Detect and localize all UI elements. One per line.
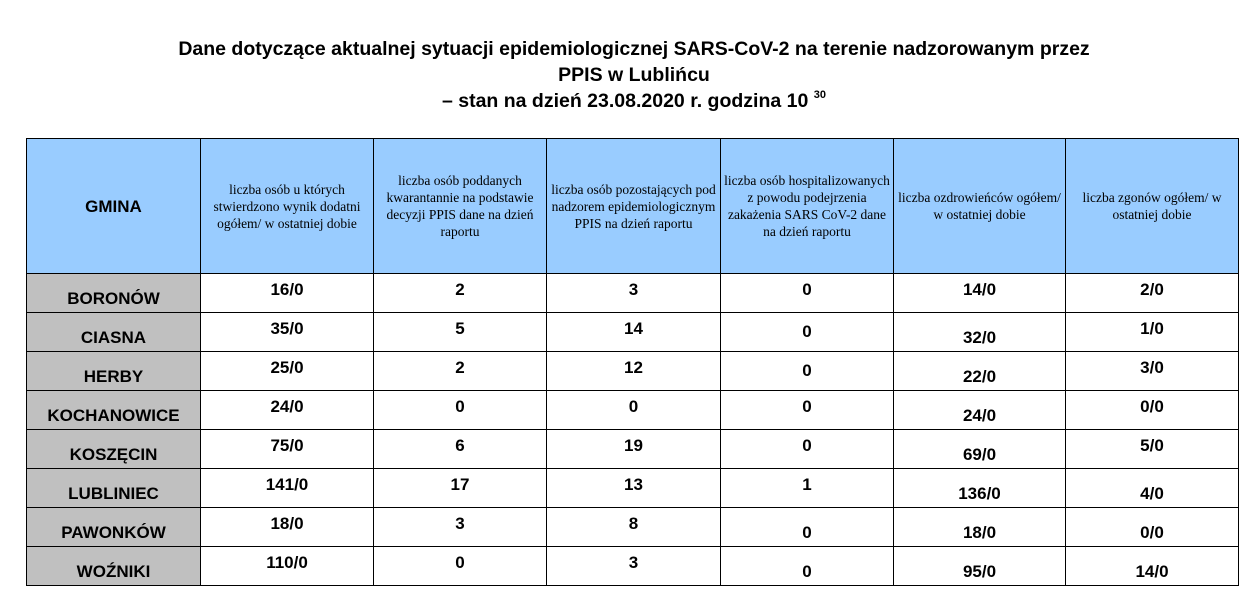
quarantine-cell: 2: [374, 274, 547, 313]
quarantine-cell: 0: [374, 391, 547, 430]
recovered-cell: 136/0: [894, 469, 1066, 508]
deaths-cell: 0/0: [1066, 508, 1239, 547]
quarantine-cell: 0: [374, 547, 547, 586]
deaths-cell: 4/0: [1066, 469, 1239, 508]
positive-cell: 25/0: [201, 352, 374, 391]
supervision-cell: 3: [547, 547, 721, 586]
table-row: [27, 313, 1239, 352]
header-hospitalized: liczba osób hospitalizowanych z powodu podejrzenia zakażenia SARS CoV-2 dane na dzień raportu: [721, 139, 894, 274]
gmina-cell: PAWONKÓW: [27, 508, 201, 547]
positive-cell: 141/0: [201, 469, 374, 508]
hospitalized-cell: 1: [721, 469, 894, 508]
positive-cell: 24/0: [201, 391, 374, 430]
gmina-cell: KOCHANOWICE: [27, 391, 201, 430]
header-recovered: liczba ozdrowieńców ogółem/ w ostatniej dobie: [894, 139, 1066, 274]
hospitalized-cell: 0: [721, 391, 894, 430]
title-line-2: PPIS w Lublińcu: [558, 64, 710, 86]
deaths-cell: 0/0: [1066, 391, 1239, 430]
recovered-cell: 32/0: [894, 313, 1066, 352]
table-row: [27, 508, 1239, 547]
epidemiology-table: [26, 138, 1239, 586]
positive-cell: 16/0: [201, 274, 374, 313]
recovered-cell: 69/0: [894, 430, 1066, 469]
quarantine-cell: 2: [374, 352, 547, 391]
header-quarantined: liczba osób poddanych kwarantannie na podstawie decyzji PPIS dane na dzień raportu: [374, 139, 547, 274]
hospitalized-cell: 0: [721, 352, 894, 391]
hospitalized-cell: 0: [721, 430, 894, 469]
header-positive-cases: liczba osób u których stwierdzono wynik dodatni ogółem/ w ostatniej dobie: [201, 139, 374, 274]
supervision-cell: 19: [547, 430, 721, 469]
header-gmina: GMINA: [27, 139, 201, 274]
header-under-supervision: liczba osób pozostających pod nadzorem epidemiologicznym PPIS na dzień raportu: [547, 139, 721, 274]
table-row: [27, 274, 1239, 313]
table-row: [27, 430, 1239, 469]
hospitalized-cell: 0: [721, 547, 894, 586]
supervision-cell: 14: [547, 313, 721, 352]
gmina-cell: KOSZĘCIN: [27, 430, 201, 469]
title-time-minutes: 30: [813, 89, 826, 101]
quarantine-cell: 5: [374, 313, 547, 352]
supervision-cell: 3: [547, 274, 721, 313]
supervision-cell: 12: [547, 352, 721, 391]
table-row: [27, 352, 1239, 391]
deaths-cell: 14/0: [1066, 547, 1239, 586]
gmina-cell: LUBLINIEC: [27, 469, 201, 508]
table-row: [27, 391, 1239, 430]
table-row: [27, 547, 1239, 586]
positive-cell: 75/0: [201, 430, 374, 469]
recovered-cell: 14/0: [894, 274, 1066, 313]
title-line-3: [0, 88, 1258, 114]
title-line-3-text: – stan na dzień 23.08.2020 r. godzina 10: [441, 90, 809, 112]
quarantine-cell: 17: [374, 469, 547, 508]
deaths-cell: 2/0: [1066, 274, 1239, 313]
supervision-cell: 8: [547, 508, 721, 547]
gmina-cell: BORONÓW: [27, 274, 201, 313]
positive-cell: 35/0: [201, 313, 374, 352]
deaths-cell: 1/0: [1066, 313, 1239, 352]
header-deaths: liczba zgonów ogółem/ w ostatniej dobie: [1066, 139, 1239, 274]
recovered-cell: 95/0: [894, 547, 1066, 586]
gmina-cell: WOŹNIKI: [27, 547, 201, 586]
recovered-cell: 24/0: [894, 391, 1066, 430]
positive-cell: 110/0: [201, 547, 374, 586]
hospitalized-cell: 0: [721, 274, 894, 313]
quarantine-cell: 6: [374, 430, 547, 469]
table-row: [27, 469, 1239, 508]
page-title: [0, 36, 1258, 114]
recovered-cell: 22/0: [894, 352, 1066, 391]
deaths-cell: 3/0: [1066, 352, 1239, 391]
header-row: [27, 139, 1239, 274]
gmina-cell: HERBY: [27, 352, 201, 391]
gmina-cell: CIASNA: [27, 313, 201, 352]
supervision-cell: 0: [547, 391, 721, 430]
recovered-cell: 18/0: [894, 508, 1066, 547]
quarantine-cell: 3: [374, 508, 547, 547]
hospitalized-cell: 0: [721, 313, 894, 352]
deaths-cell: 5/0: [1066, 430, 1239, 469]
title-line-1: Dane dotyczące aktualnej sytuacji epidemiologicznej SARS-CoV-2 na terenie nadzorowanym przez: [178, 38, 1090, 60]
positive-cell: 18/0: [201, 508, 374, 547]
hospitalized-cell: 0: [721, 508, 894, 547]
supervision-cell: 13: [547, 469, 721, 508]
